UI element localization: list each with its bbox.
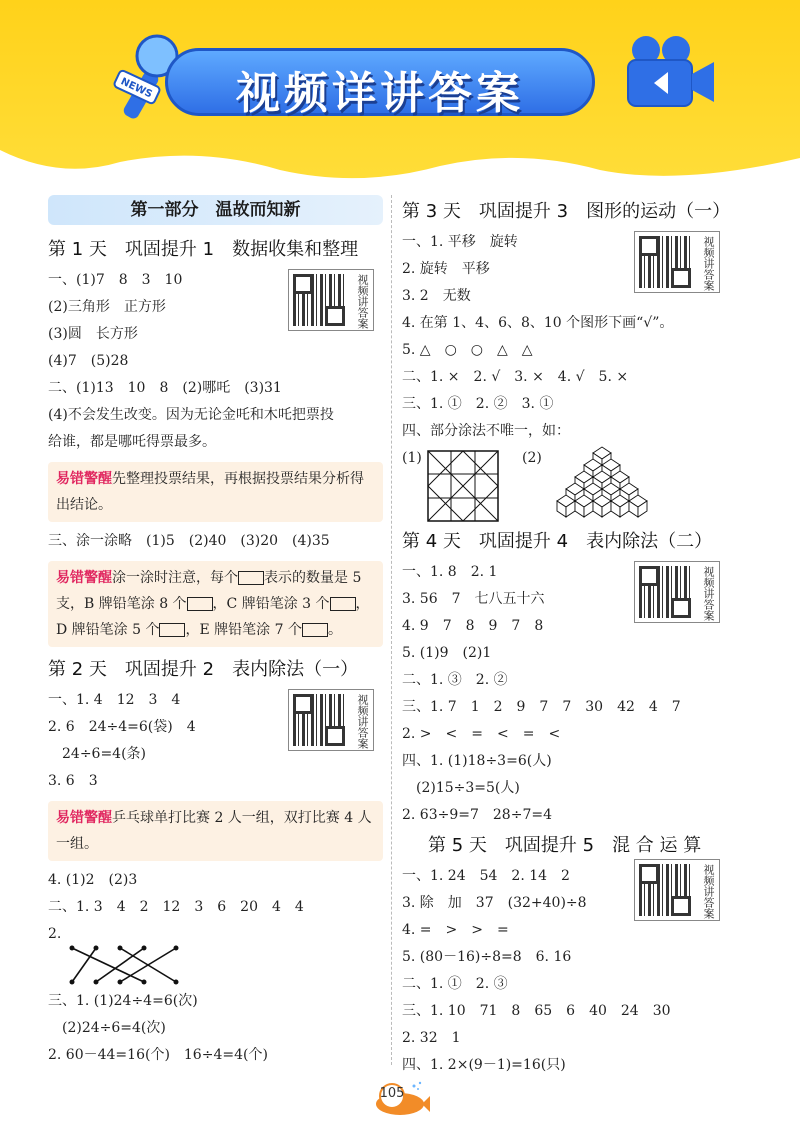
qr-pattern bbox=[293, 694, 345, 746]
day1-heading: 第 1 天 巩固提升 1 数据收集和整理 bbox=[48, 239, 359, 260]
answer-line: 四、部分涂法不唯一，如： bbox=[402, 423, 570, 439]
tip-text: 乒乓球单打比赛 2 人一组，双打比赛 4 人一组。 bbox=[56, 810, 372, 852]
answer-line: 一、1. 4 12 3 4 bbox=[48, 692, 181, 708]
cube-pyramid-figure bbox=[547, 445, 657, 525]
answer-line: 4. 9 7 8 9 7 8 bbox=[402, 618, 544, 634]
answer-line: 二、1. 3 4 2 12 3 6 20 4 4 bbox=[48, 899, 304, 915]
answer-line: (2)三角形 正方形 bbox=[48, 299, 166, 315]
answer-line: 5. (80－16)÷8=8 6. 16 bbox=[402, 949, 572, 965]
answer-line: 2. > < = < = < bbox=[402, 726, 561, 742]
tip-text: 表示的数量是 5 支，B 牌铅笔涂 8 个 bbox=[56, 570, 362, 612]
qr-pattern bbox=[639, 566, 691, 618]
grid-pattern-figure bbox=[426, 449, 500, 523]
qr-code[interactable] bbox=[634, 231, 720, 293]
page-number-badge bbox=[372, 1080, 432, 1120]
day2-heading: 第 2 天 巩固提升 2 表内除法（一） bbox=[48, 659, 359, 680]
answer-line: 给谁，都是哪吒得票最多。 bbox=[48, 434, 216, 450]
empty-box bbox=[238, 571, 264, 585]
qr-label: 视频讲答案 bbox=[702, 566, 715, 621]
answer-line: 2. 60－44=16(个) 16÷4=4(个) bbox=[48, 1047, 268, 1063]
answer-line: 一、(1)7 8 3 10 bbox=[48, 272, 183, 288]
answer-line: 四、1. (1)18÷3=6(人) bbox=[402, 753, 552, 769]
answer-line: (4)7 (5)28 bbox=[48, 353, 129, 369]
answer-line: 二、1. ③ 2. ② bbox=[402, 672, 508, 688]
answer-line: 4. (1)2 (2)3 bbox=[48, 872, 138, 888]
answer-line: 二、(1)13 10 8 (2)哪吒 (3)31 bbox=[48, 380, 282, 396]
answer-line: 三、涂一涂略 (1)5 (2)40 (3)20 (4)35 bbox=[48, 533, 330, 549]
qr-code[interactable] bbox=[634, 561, 720, 623]
answer-line: (2)24÷6=4(次) bbox=[48, 1020, 166, 1036]
answer-line: 三、1. 7 1 2 9 7 7 30 42 4 7 bbox=[402, 699, 681, 715]
answer-line: 3. 除 加 37 (32+40)÷8 bbox=[402, 895, 587, 911]
qr-label: 视频讲答案 bbox=[702, 236, 715, 291]
day2-block bbox=[48, 653, 383, 1069]
answer-line: 5. (1)9 (2)1 bbox=[402, 645, 492, 661]
day5-heading: 第 5 天 巩固提升 5 混 合 运 算 bbox=[428, 835, 702, 856]
qr-code[interactable] bbox=[288, 269, 374, 331]
qr-label: 视频讲答案 bbox=[356, 694, 369, 749]
banner-wave bbox=[0, 150, 800, 190]
answer-line: 四、1. 2×(9－1)=16(只) bbox=[402, 1057, 566, 1073]
left-column bbox=[48, 195, 383, 1069]
empty-box bbox=[187, 597, 213, 611]
answer-line: 3. 2 无数 bbox=[402, 288, 471, 304]
answer-line: 三、1. (1)24÷4=6(次) bbox=[48, 993, 198, 1009]
day3-heading: 第 3 天 巩固提升 3 图形的运动（一） bbox=[402, 201, 731, 222]
answer-line: 一、1. 8 2. 1 bbox=[402, 564, 498, 580]
qr-code[interactable] bbox=[634, 859, 720, 921]
answer-line: 一、1. 24 54 2. 14 2 bbox=[402, 868, 570, 884]
answer-line: 2. bbox=[48, 926, 62, 942]
tip-text: 先整理投票结果，再根据投票结果分析得出结论。 bbox=[56, 471, 364, 513]
day3-block bbox=[402, 195, 742, 525]
empty-box bbox=[330, 597, 356, 611]
tip-label: 易错警醒 bbox=[56, 471, 112, 487]
section-title: 第一部分 温故而知新 bbox=[48, 195, 383, 225]
tip-text: 。 bbox=[327, 622, 342, 638]
qr-pattern bbox=[293, 274, 345, 326]
answer-line: 2. 旋转 平移 bbox=[402, 261, 490, 277]
qr-pattern bbox=[639, 236, 691, 288]
tip-text: ，E 牌铅笔涂 7 个 bbox=[185, 622, 302, 638]
tip-label: 易错警醒 bbox=[56, 810, 112, 826]
empty-box bbox=[159, 623, 185, 637]
answer-line: 二、1. × 2. √ 3. × 4. √ 5. × bbox=[402, 369, 629, 385]
news-label: NEWS bbox=[118, 76, 154, 101]
tip-text: ，C 牌铅笔涂 3 个 bbox=[212, 596, 330, 612]
empty-box bbox=[302, 623, 328, 637]
day5-block bbox=[402, 829, 742, 1079]
figure-label: (1) bbox=[402, 450, 422, 466]
answer-line: 3. 56 7 七八五十六 bbox=[402, 591, 545, 607]
day1-block bbox=[48, 233, 383, 647]
header-banner bbox=[0, 0, 800, 190]
answer-line: (4)不会发生改变。因为无论金吒和木吒把票投 bbox=[48, 407, 334, 423]
answer-line: (3)圆 长方形 bbox=[48, 326, 138, 342]
error-tip bbox=[48, 462, 383, 522]
qr-code[interactable] bbox=[288, 689, 374, 751]
page-title: 视频详讲答案 bbox=[236, 68, 524, 119]
right-column bbox=[402, 195, 742, 1079]
day4-heading: 第 4 天 巩固提升 4 表内除法（二） bbox=[402, 531, 713, 552]
answer-line: 2. 6 24÷4=6(袋) 4 bbox=[48, 719, 196, 735]
answer-line: 2. 32 1 bbox=[402, 1030, 461, 1046]
figure-row bbox=[402, 445, 742, 525]
answer-line: 24÷6=4(条) bbox=[48, 746, 147, 762]
video-camera-icon bbox=[608, 30, 718, 115]
error-tip bbox=[48, 561, 383, 647]
answer-line: 一、1. 平移 旋转 bbox=[402, 234, 518, 250]
answer-line: 2. 63÷9=7 28÷7=4 bbox=[402, 807, 552, 823]
qr-label: 视频讲答案 bbox=[702, 864, 715, 919]
tip-text: 涂一涂时注意，每个 bbox=[112, 570, 238, 586]
tip-label: 易错警醒 bbox=[56, 570, 112, 586]
answer-line: 二、1. ① 2. ③ bbox=[402, 976, 508, 992]
answer-line: 5. △ ○ ○ △ △ bbox=[402, 342, 533, 358]
column-divider bbox=[391, 195, 392, 1065]
page-number: 105 bbox=[379, 1086, 405, 1101]
day4-block bbox=[402, 525, 742, 829]
answer-line: 4. 在第 1、4、6、8、10 个图形下画“√”。 bbox=[402, 315, 674, 331]
qr-label: 视频讲答案 bbox=[356, 274, 369, 329]
tip-text: ，D 牌铅笔涂 5 个 bbox=[56, 596, 370, 638]
matching-lines-figure bbox=[66, 942, 186, 988]
answer-line: 三、1. ① 2. ② 3. ① bbox=[402, 396, 554, 412]
answer-line: (2)15÷3=5(人) bbox=[402, 780, 520, 796]
error-tip bbox=[48, 801, 383, 861]
answer-line: 3. 6 3 bbox=[48, 773, 98, 789]
title-pill bbox=[165, 48, 595, 119]
answer-line: 4. = > > = bbox=[402, 922, 509, 938]
answer-line: 三、1. 10 71 8 65 6 40 24 30 bbox=[402, 1003, 671, 1019]
qr-pattern bbox=[639, 864, 691, 916]
figure-label: (2) bbox=[522, 450, 542, 466]
